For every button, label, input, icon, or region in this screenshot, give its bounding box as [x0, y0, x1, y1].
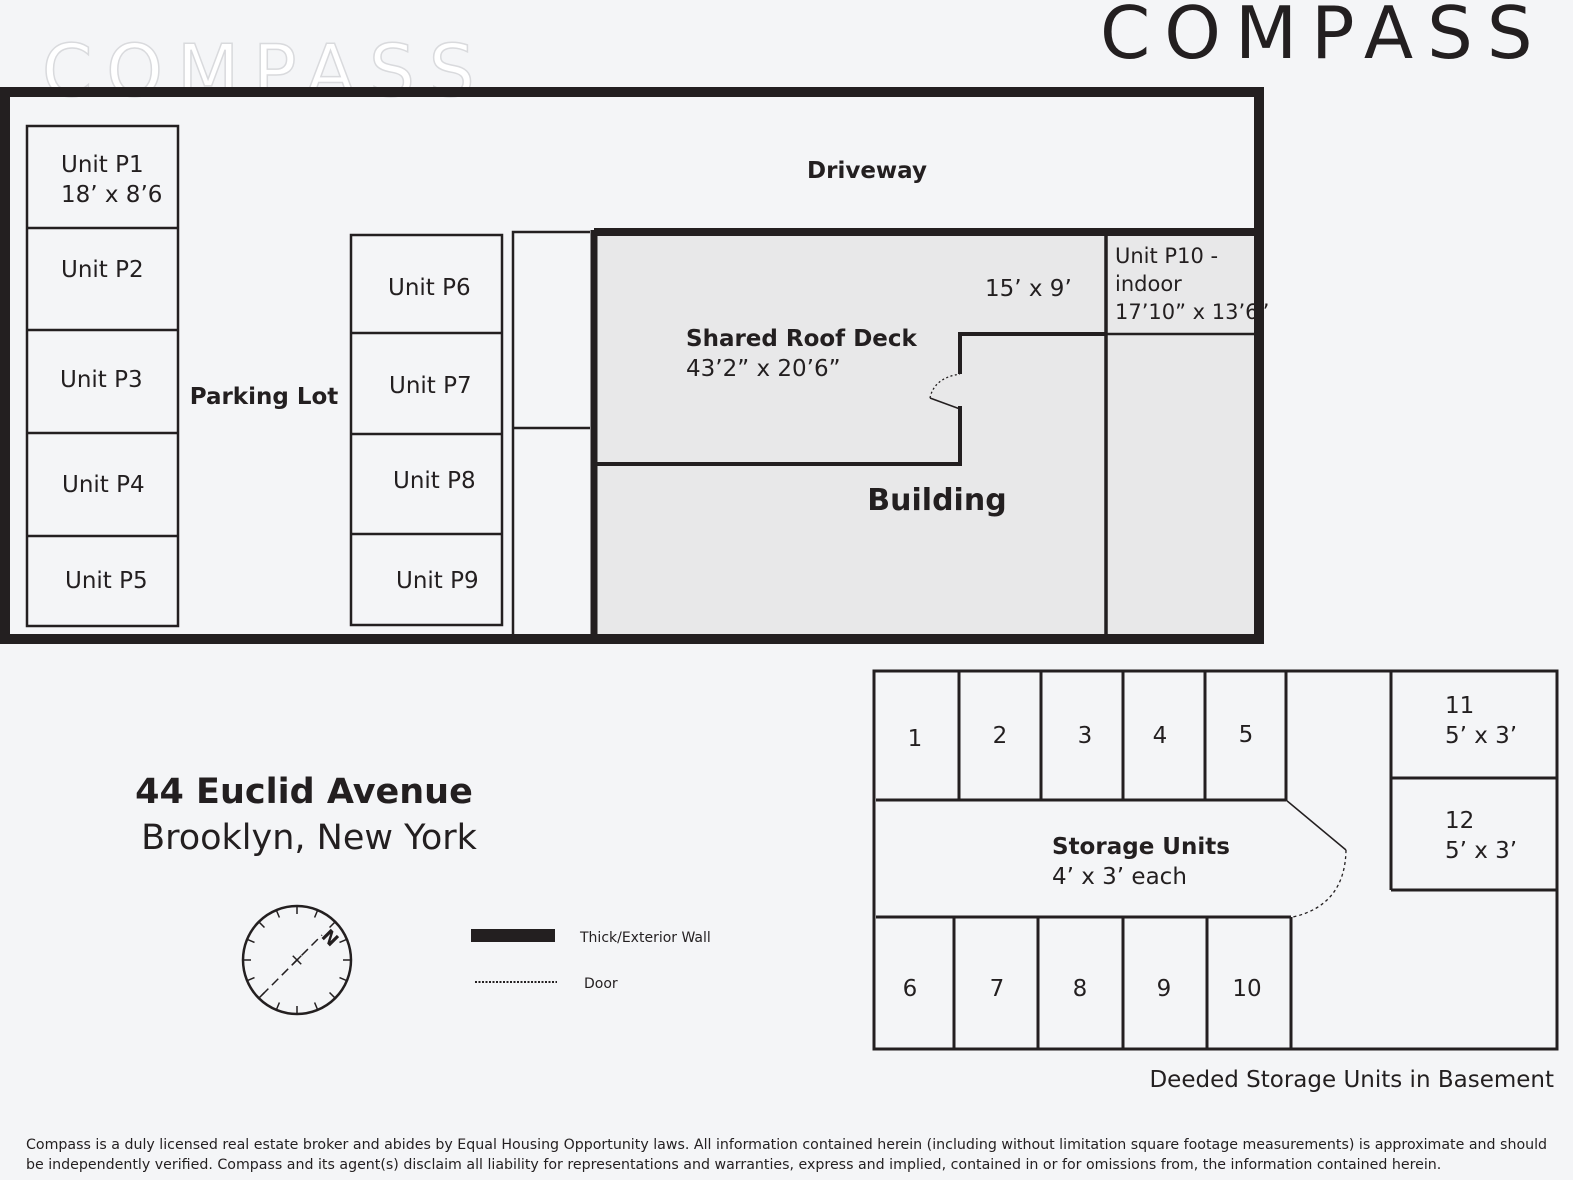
storage-unit-number: 3	[1077, 723, 1093, 749]
storage-unit-number: 9	[1156, 976, 1172, 1002]
storage-unit-number: 1	[907, 726, 923, 752]
compass-rose-icon	[243, 906, 351, 1014]
compass-tick	[315, 1002, 318, 1009]
storage-plan	[874, 671, 1557, 1093]
compass-tick	[276, 1002, 279, 1009]
indoor-unit-size: 17’10” x 13’6”	[1115, 300, 1270, 324]
legend	[471, 929, 711, 992]
storage-unit-number: 4	[1152, 723, 1168, 749]
compass-tick	[276, 910, 279, 917]
storage-unit-size: 5’ x 3’	[1445, 723, 1518, 749]
parking-unit-size: 18’ x 8’6	[61, 182, 163, 208]
legend-wall-label: Thick/Exterior Wall	[580, 930, 711, 946]
narrow-strip	[513, 232, 590, 638]
storage-unit-number: 5	[1238, 722, 1254, 748]
compass-watermark-text: COMPASS	[42, 29, 489, 113]
compass-tick	[339, 978, 346, 981]
compass-tick	[247, 978, 254, 981]
indoor-unit-name: Unit P10 -	[1115, 244, 1219, 268]
parking-unit-label: Unit P8	[393, 468, 476, 494]
storage-unit-size: 5’ x 3’	[1445, 838, 1518, 864]
city-state: Brooklyn, New York	[141, 818, 477, 858]
indoor-unit-type: indoor	[1115, 272, 1182, 296]
parking-unit-label: Unit P1	[61, 152, 144, 178]
legend-wall-swatch	[471, 929, 555, 942]
parking-unit-label: Unit P5	[65, 568, 148, 594]
compass-tick	[330, 993, 336, 999]
address-block	[135, 772, 477, 858]
parking-unit-label: Unit P4	[62, 472, 145, 498]
storage-unit-number: 6	[902, 976, 918, 1002]
legend-door-label: Door	[584, 976, 618, 992]
storage-unit-number: 8	[1072, 976, 1088, 1002]
compass-tick	[259, 922, 265, 928]
storage-unit-number: 2	[992, 723, 1008, 749]
storage-title: Storage Units	[1052, 834, 1230, 860]
roof-deck-annex-size: 15’ x 9’	[985, 276, 1072, 302]
parking-unit-label: Unit P9	[396, 568, 479, 594]
storage-unit-number: 7	[989, 976, 1005, 1002]
storage-door	[1286, 800, 1346, 917]
storage-unit-number: 11	[1445, 693, 1475, 719]
compass-tick	[339, 939, 346, 942]
parking-unit-label: Unit P7	[389, 373, 472, 399]
compass-tick	[315, 910, 318, 917]
disclaimer: Compass is a duly licensed real estate broker and abides by Equal Housing Opportunity laws. All information contained herein (including without limitation square footage measurements) is approximate and should be independently verified. Compass and its agent(s) disclaim all liability for representations and warranties, express and implied, contained in or for omissions from, the information contained herein.	[26, 1137, 1548, 1173]
driveway-label: Driveway	[807, 158, 927, 184]
building-label: Building	[867, 483, 1007, 518]
storage-unit-number: 10	[1232, 976, 1262, 1002]
parking-unit-label: Unit P6	[388, 275, 471, 301]
compass-tick	[247, 939, 254, 942]
roof-deck-size: 43’2” x 20’6”	[686, 356, 841, 382]
site-plan	[5, 92, 1269, 639]
parking-unit-label: Unit P3	[60, 367, 143, 393]
storage-caption: Deeded Storage Units in Basement	[1149, 1067, 1554, 1093]
parking-unit-label: Unit P2	[61, 257, 144, 283]
compass-watermark	[42, 29, 489, 113]
north-label: N	[316, 925, 343, 952]
storage-unit-number: 12	[1445, 808, 1475, 834]
compass-logo-text: COMPASS	[1100, 0, 1547, 75]
storage-subtitle: 4’ x 3’ each	[1052, 864, 1187, 890]
roof-deck-title: Shared Roof Deck	[686, 326, 917, 352]
parking-lot-label: Parking Lot	[189, 384, 339, 410]
street-address: 44 Euclid Avenue	[135, 772, 473, 812]
compass-logo	[1100, 0, 1547, 75]
